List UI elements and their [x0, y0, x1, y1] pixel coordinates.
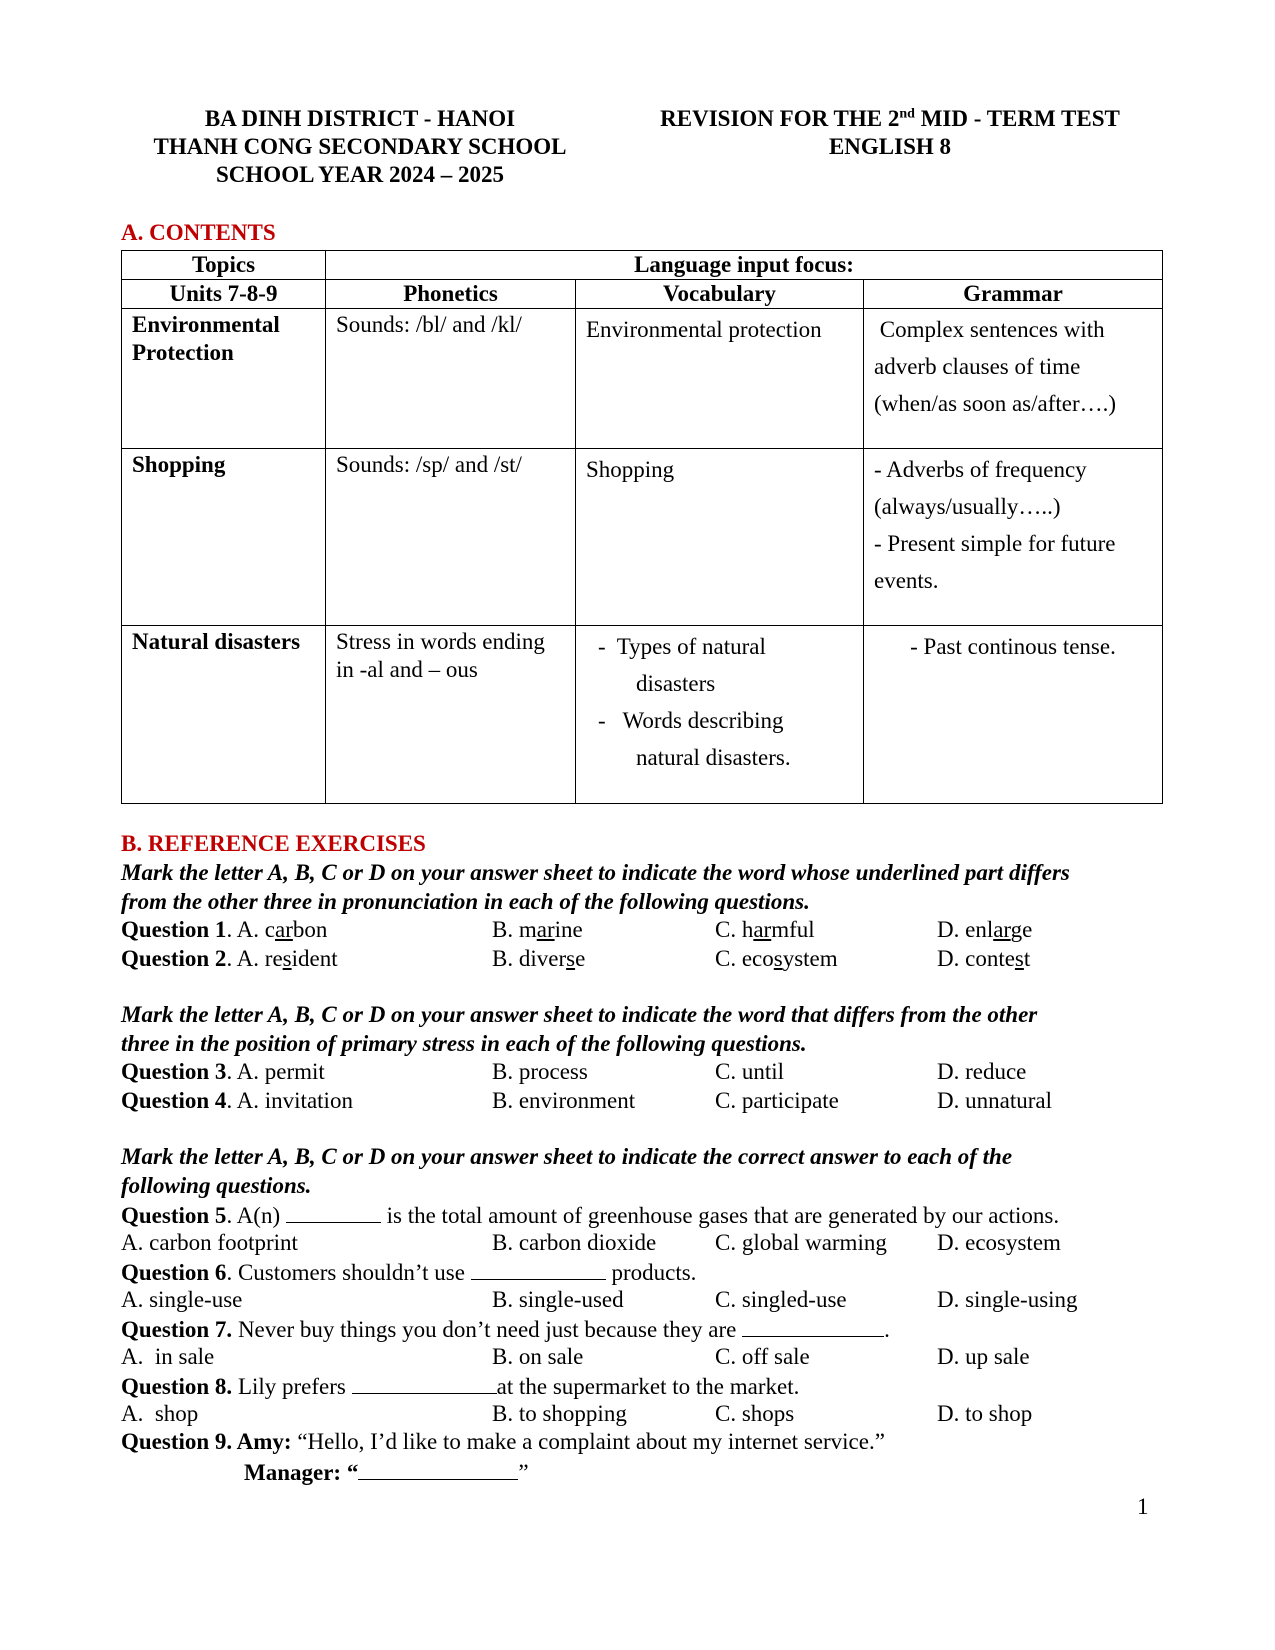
- header-vocabulary: Vocabulary: [576, 280, 864, 309]
- table-row: [122, 449, 1163, 626]
- question-8-stem: Question 8. Lily prefers at the supermarket to the market.: [121, 1371, 1181, 1400]
- phonetics-cell: Stress in words ending in -al and – ous: [326, 626, 576, 804]
- option-d[interactable]: D. single-using: [937, 1286, 1078, 1312]
- option-b[interactable]: B. single-used: [492, 1286, 624, 1312]
- question-9-stem: Question 9. Amy: “Hello, I’d like to make a complaint about my internet service.”: [121, 1429, 885, 1454]
- option-d[interactable]: D. unnatural: [937, 1087, 1052, 1113]
- answer-blank[interactable]: [471, 1257, 606, 1280]
- question-5-stem: Question 5. A(n) is the total amount of greenhouse gases that are generated by our actions.: [121, 1200, 1181, 1229]
- instruction-correct-answer: Mark the letter A, B, C or D on your answer sheet to indicate the correct answer to each of the following questions.: [121, 1144, 1013, 1198]
- option-b[interactable]: B. to shopping: [492, 1400, 627, 1426]
- contents-table: [121, 250, 1163, 804]
- option-c[interactable]: C. off sale: [715, 1343, 810, 1369]
- option-a[interactable]: A. carbon footprint: [121, 1229, 298, 1255]
- header-grammar: Grammar: [864, 280, 1163, 309]
- page-number: 1: [1137, 1494, 1149, 1519]
- district-line: BA DINH DISTRICT - HANOI: [204, 106, 516, 131]
- vocabulary-cell: Environmental protection: [576, 309, 864, 449]
- question-4: Question 4. A. invitation B. environment C. participate D. unnatural: [121, 1087, 1181, 1116]
- option-a[interactable]: A. in sale: [121, 1343, 215, 1369]
- school-year: SCHOOL YEAR 2024 – 2025: [216, 162, 504, 187]
- option-d[interactable]: D. ecosystem: [937, 1229, 1061, 1255]
- vocabulary-cell: - Types of natural disasters - Words describing natural disasters.: [576, 626, 864, 804]
- option-b[interactable]: B. diverse: [492, 945, 586, 971]
- option-c[interactable]: C. ecosystem: [715, 945, 838, 971]
- question-6-stem: Question 6. Customers shouldn’t use products.: [121, 1257, 1181, 1286]
- option-b[interactable]: B. process: [492, 1059, 588, 1084]
- table-row: [122, 309, 1163, 449]
- option-b[interactable]: B. marine: [492, 917, 583, 942]
- question-8-options: [121, 1400, 1181, 1429]
- option-c[interactable]: C. participate: [715, 1087, 839, 1113]
- topic-cell: Environmental Protection: [122, 309, 326, 449]
- question-1: Question 1. A. carbon B. marine C. harmful D. enlarge: [121, 916, 1181, 945]
- section-b: [121, 830, 1181, 1485]
- header-phonetics: Phonetics: [326, 280, 576, 309]
- option-b[interactable]: B. on sale: [492, 1343, 584, 1369]
- subject: ENGLISH 8: [828, 134, 952, 159]
- school-header: [121, 105, 599, 189]
- option-d[interactable]: D. to shop: [937, 1400, 1033, 1426]
- question-5-options: [121, 1229, 1181, 1258]
- answer-blank[interactable]: [286, 1200, 381, 1223]
- question-3: Question 3. A. permit B. process C. until D. reduce: [121, 1058, 1181, 1087]
- option-b[interactable]: B. carbon dioxide: [492, 1229, 657, 1255]
- grammar-cell: - Past continous tense.: [864, 626, 1163, 804]
- instruction-stress: Mark the letter A, B, C or D on your answer sheet to indicate the word that differs from the other three in the position of primary stress in each of the following questions.: [121, 1002, 1038, 1056]
- section-a-title: A. CONTENTS: [121, 220, 276, 245]
- phonetics-cell: Sounds: /sp/ and /st/: [326, 449, 576, 626]
- option-c[interactable]: C. harmful: [715, 917, 815, 942]
- topic-cell: Shopping: [122, 449, 326, 626]
- question-7-stem: Question 7. Never buy things you don’t need just because they are .: [121, 1314, 1181, 1343]
- option-c[interactable]: C. shops: [715, 1400, 795, 1426]
- grammar-cell: Complex sentences with adverb clauses of time (when/as soon as/after….): [864, 309, 1163, 449]
- question-7-options: [121, 1343, 1181, 1372]
- option-d[interactable]: D. enlarge: [937, 917, 1033, 942]
- header-topics: Topics: [122, 251, 326, 280]
- test-header: [630, 105, 1150, 161]
- answer-blank[interactable]: [358, 1457, 518, 1480]
- option-a[interactable]: A. shop: [121, 1400, 199, 1426]
- question-2: Question 2. A. resident B. diverse C. ecosystem D. contest: [121, 945, 1181, 974]
- question-9-manager: Manager: “ ”: [121, 1457, 1181, 1486]
- instruction-pronunciation: Mark the letter A, B, C or D on your answer sheet to indicate the word whose underlined part differs from the other three in pronunciation in each of the following questions.: [121, 860, 1070, 914]
- option-d[interactable]: D. up sale: [937, 1343, 1030, 1369]
- answer-blank[interactable]: [352, 1371, 497, 1394]
- topic-cell: Natural disasters: [122, 626, 326, 804]
- option-d[interactable]: D. contest: [937, 945, 1031, 971]
- option-c[interactable]: C. until: [715, 1059, 785, 1084]
- option-a[interactable]: A. single-use: [121, 1286, 243, 1312]
- option-c[interactable]: C. singled-use: [715, 1286, 847, 1312]
- header-language-focus: Language input focus:: [326, 251, 1163, 280]
- header-units: Units 7-8-9: [122, 280, 326, 309]
- option-c[interactable]: C. global warming: [715, 1229, 887, 1255]
- question-6-options: [121, 1286, 1181, 1315]
- option-d[interactable]: D. reduce: [937, 1059, 1027, 1084]
- answer-blank[interactable]: [742, 1314, 884, 1337]
- grammar-cell: - Adverbs of frequency (always/usually…..) - Present simple for future events.: [864, 449, 1163, 626]
- phonetics-cell: Sounds: /bl/ and /kl/: [326, 309, 576, 449]
- vocabulary-cell: Shopping: [576, 449, 864, 626]
- option-b[interactable]: B. environment: [492, 1087, 636, 1113]
- school-name: THANH CONG SECONDARY SCHOOL: [153, 134, 567, 159]
- table-row: [122, 626, 1163, 804]
- section-b-title: B. REFERENCE EXERCISES: [121, 831, 426, 856]
- test-title: REVISION FOR THE 2nd MID - TERM TEST: [660, 106, 1120, 131]
